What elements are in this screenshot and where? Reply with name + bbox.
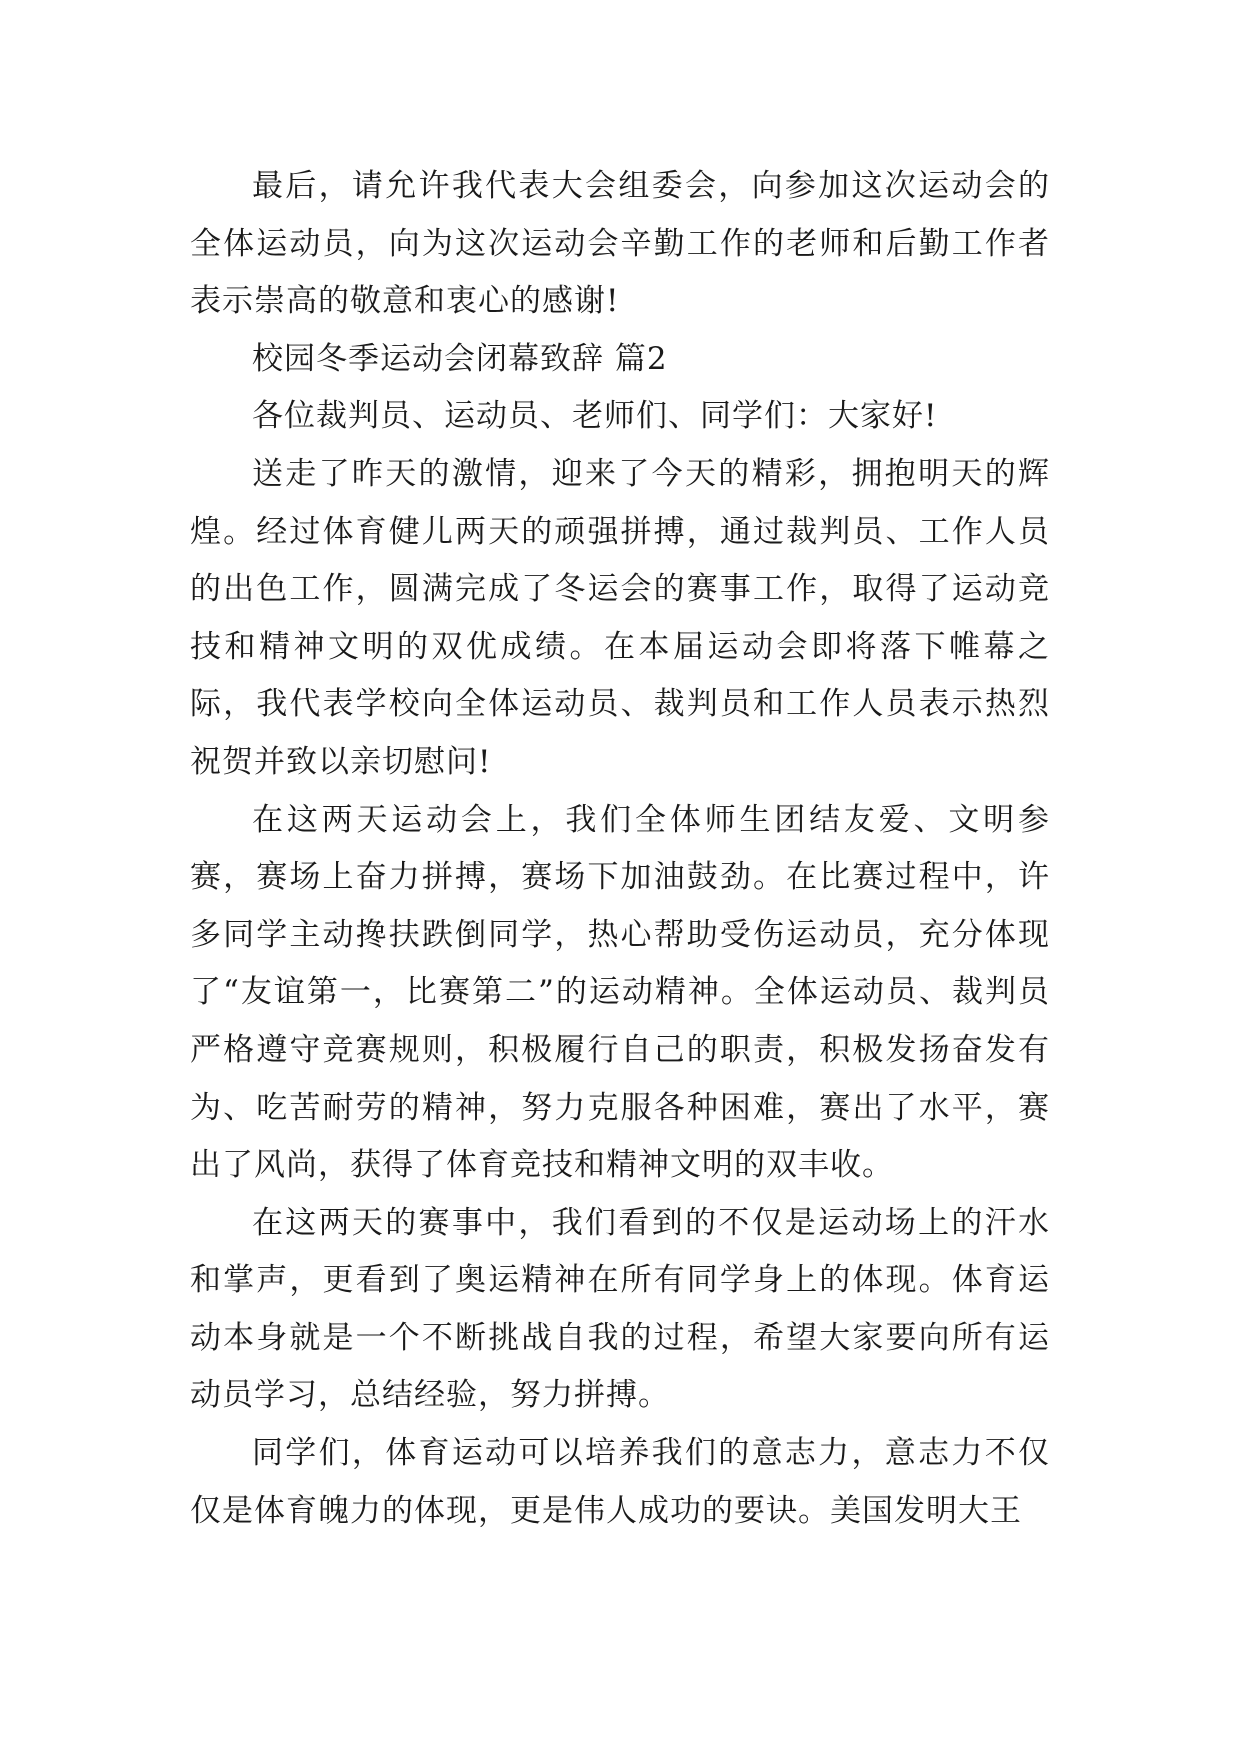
paragraph-closing-thanks: 最后，请允许我代表大会组委会，向参加这次运动会的全体运动员，向为这次运动会辛勤工作的老师和后勤工作者表示崇高的敬意和衷心的感谢! bbox=[190, 168, 1050, 320]
paragraph-body: 在这两天运动会上，我们全体师生团结友爱、文明参赛，赛场上奋力拼搏，赛场下加油鼓劲。在比赛过程中，许多同学主动搀扶跌倒同学，热心帮助受伤运动员，充分体现了“友谊第一，比赛第二”的运动精神。全体运动员、裁判员严格遵守竞赛规则，积极履行自己的职责，积极发扬奋发有为、吃苦耐劳的精神，努力克服各种困难，赛出了水平，赛出了风尚，获得了体育竞技和精神文明的双丰收。 bbox=[190, 801, 1050, 1184]
paragraph-body: 同学们，体育运动可以培养我们的意志力，意志力不仅仅是体育魄力的体现，更是伟人成功的要诀。美国发明大王 bbox=[190, 1435, 1050, 1529]
section-heading: 校园冬季运动会闭幕致辞 篇2 bbox=[252, 340, 668, 377]
paragraph-greeting: 各位裁判员、运动员、老师们、同学们：大家好! bbox=[252, 398, 938, 435]
paragraph-body: 在这两天的赛事中，我们看到的不仅是运动场上的汗水和掌声，更看到了奥运精神在所有同学身上的体现。体育运动本身就是一个不断挑战自我的过程，希望大家要向所有运动员学习，总结经验，努力拼搏。 bbox=[190, 1204, 1050, 1414]
document-body bbox=[190, 158, 1050, 1540]
paragraph-body: 送走了昨天的激情，迎来了今天的精彩，拥抱明天的辉煌。经过体育健儿两天的顽强拼搏，通过裁判员、工作人员的出色工作，圆满完成了冬运会的赛事工作，取得了运动竞技和精神文明的双优成绩。在本届运动会即将落下帷幕之际，我代表学校向全体运动员、裁判员和工作人员表示热烈祝贺并致以亲切慰问! bbox=[190, 455, 1050, 780]
